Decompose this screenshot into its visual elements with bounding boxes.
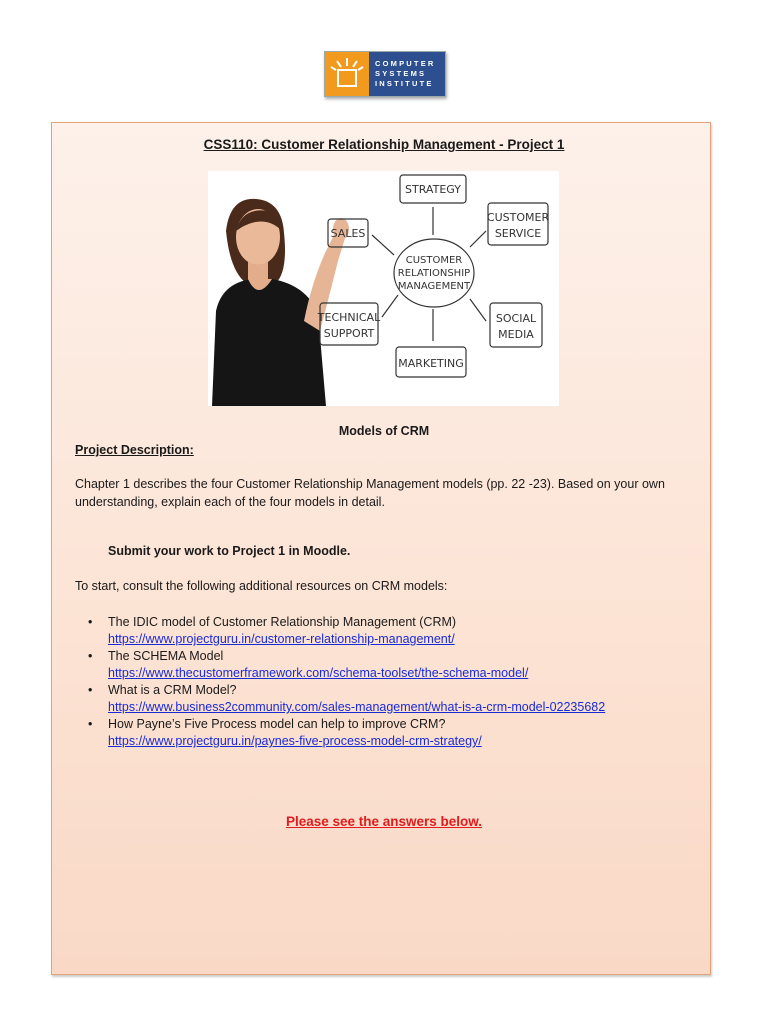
resource-link[interactable]: https://www.projectguru.in/customer-relationship-management/ bbox=[108, 632, 455, 646]
list-item bbox=[88, 682, 688, 716]
diagram-technical-1: TECHNICAL bbox=[317, 311, 381, 324]
resource-label: How Payne’s Five Process model can help to improve CRM? bbox=[108, 717, 446, 731]
diagram-center-3: MANAGEMENT bbox=[397, 281, 471, 292]
bullet-icon: • bbox=[88, 649, 93, 663]
diagram-sales: SALES bbox=[330, 227, 366, 240]
bullet-icon: • bbox=[88, 615, 93, 629]
page-title: CSS110: Customer Relationship Management - Project 1 bbox=[203, 137, 565, 152]
submit-instruction: Submit your work to Project 1 in Moodle. bbox=[108, 544, 351, 558]
institute-logo bbox=[324, 51, 446, 97]
diagram-technical-2: SUPPORT bbox=[323, 327, 375, 340]
logo-line-2: SYSTEMS bbox=[375, 69, 427, 78]
diagram-marketing: MARKETING bbox=[398, 357, 464, 370]
diagram-center-1: CUSTOMER bbox=[405, 255, 463, 266]
logo-line-3: INSTITUTE bbox=[375, 79, 434, 88]
diagram-social-2: MEDIA bbox=[498, 328, 534, 341]
diagram-service-1: CUSTOMER bbox=[486, 211, 550, 224]
resources-intro: To start, consult the following additional resources on CRM models: bbox=[75, 579, 448, 593]
section-subtitle: Models of CRM bbox=[338, 424, 430, 438]
resource-link[interactable]: https://www.thecustomerframework.com/schema-toolset/the-schema-model/ bbox=[108, 666, 529, 680]
resource-label: The IDIC model of Customer Relationship Management (CRM) bbox=[108, 615, 457, 629]
list-item bbox=[88, 716, 688, 750]
list-item bbox=[88, 614, 688, 648]
resource-link[interactable]: https://www.projectguru.in/paynes-five-process-model-crm-strategy/ bbox=[108, 734, 482, 748]
list-item bbox=[88, 648, 688, 682]
diagram-center-2: RELATIONSHIP bbox=[397, 268, 471, 279]
logo-mark-icon bbox=[325, 52, 369, 96]
diagram-service-2: SERVICE bbox=[494, 227, 542, 240]
bullet-icon: • bbox=[88, 717, 93, 731]
resource-link[interactable]: https://www.business2community.com/sales-management/what-is-a-crm-model-02235682 bbox=[108, 700, 606, 714]
resource-list bbox=[88, 614, 688, 750]
bullet-icon: • bbox=[88, 683, 93, 697]
description-heading: Project Description: bbox=[75, 443, 194, 457]
answers-note: Please see the answers below. bbox=[285, 814, 483, 829]
resource-label: The SCHEMA Model bbox=[108, 649, 224, 663]
diagram-social-1: SOCIAL bbox=[495, 312, 537, 325]
logo-line-1: COMPUTER bbox=[375, 59, 436, 68]
description-text: Chapter 1 describes the four Customer Relationship Management models (pp. 22 -23). Based on your own understanding, explain each of the four models in detail. bbox=[75, 477, 665, 509]
diagram-strategy: STRATEGY bbox=[405, 183, 461, 196]
resource-label: What is a CRM Model? bbox=[108, 683, 237, 697]
crm-hero-image bbox=[208, 171, 559, 406]
